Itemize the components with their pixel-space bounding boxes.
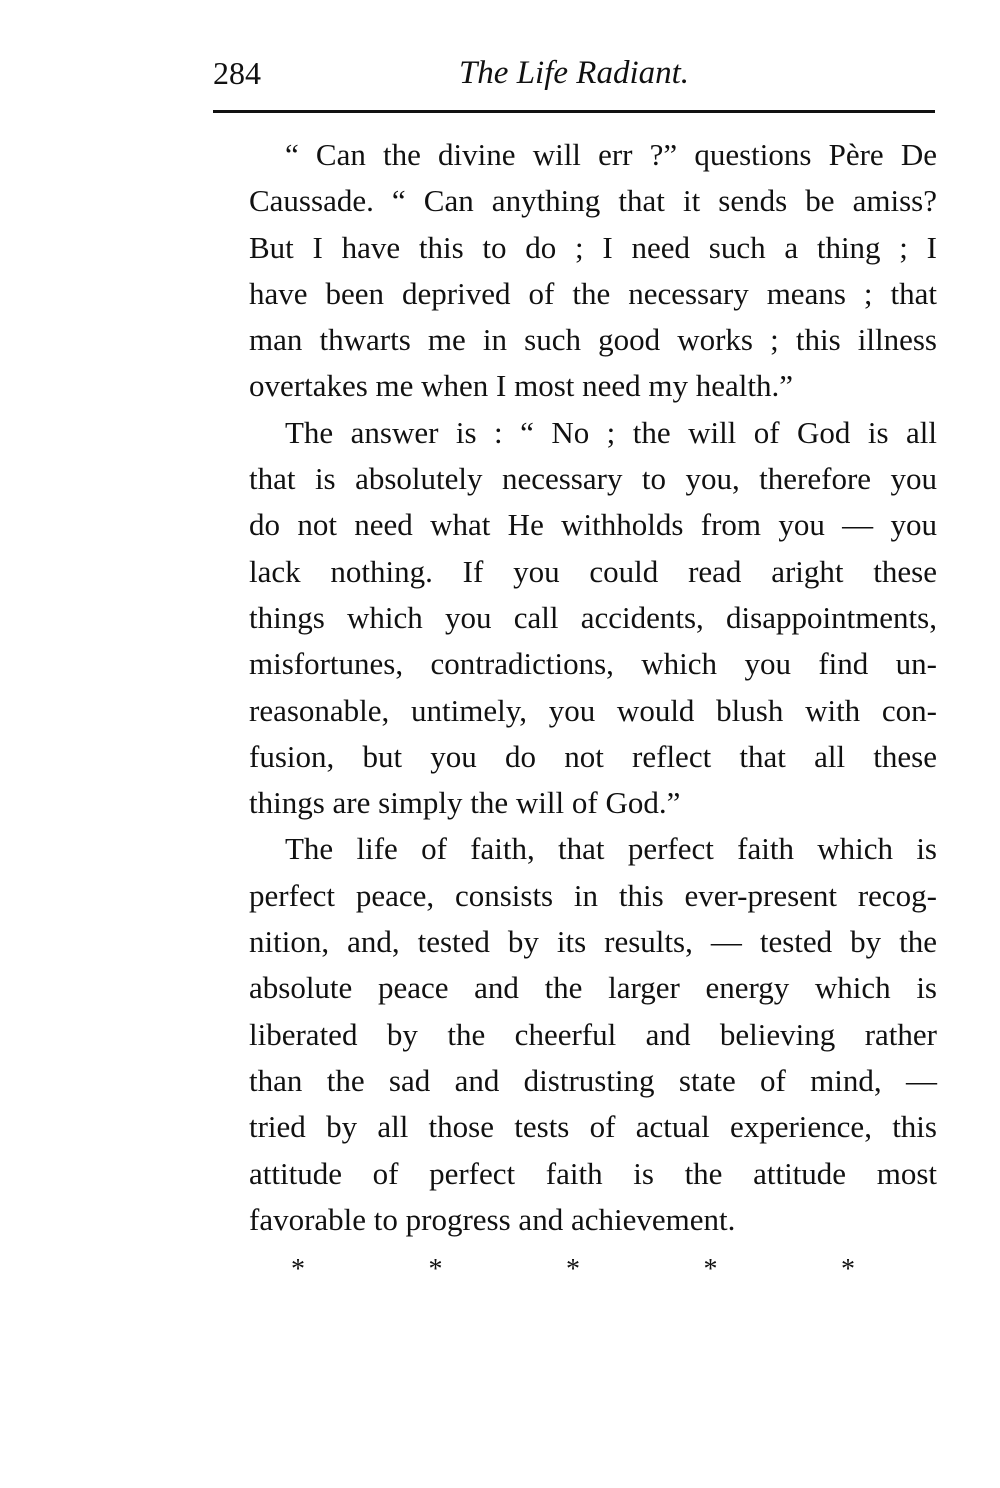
text-line: things are simply the will of God.” [249,785,681,821]
running-title: The Life Radiant. [458,55,690,91]
text-line: tried by all those tests of actual experience, this [249,1109,937,1145]
asterisk-ornament: * [291,1254,305,1285]
page-number: 284 [213,55,261,91]
text-line: things which you call accidents, disappointments, [249,599,937,635]
text-line: attitude of perfect faith is the attitude most [249,1155,937,1191]
paragraph-1 [213,132,937,410]
text-line: overtakes me when I most need my health.” [249,368,794,404]
text-line: nition, and, tested by its results, — tested by the [249,924,937,960]
text-line: liberated by the cheerful and believing rather [249,1016,937,1052]
text-line: The life of faith, that perfect faith which is [285,831,937,867]
text-line: misfortunes, contradictions, which you find un- [249,646,937,682]
asterisk-ornament: * [703,1254,718,1285]
text-line: that is absolutely necessary to you, therefore you [249,461,937,497]
asterisk-ornament: * [566,1254,580,1285]
text-line: The answer is : “ No ; the will of God is all [285,414,937,450]
text-line: than the sad and distrusting state of mind, — [249,1062,937,1098]
text-line: favorable to progress and achievement. [249,1201,736,1237]
text-line: lack nothing. If you could read aright these [249,553,937,589]
section-break [283,1250,863,1290]
asterisk-ornament: * [841,1254,855,1285]
paragraph-3 [213,826,937,1243]
paragraph-2 [213,410,937,827]
header-rule [213,110,935,113]
text-line: absolute peace and the larger energy which is [249,970,937,1006]
text-line: have been deprived of the necessary means ; that [249,275,937,311]
text-line: “ Can the divine will err ?” questions Père De [285,137,937,172]
text-line: do not need what He withholds from you — you [249,507,937,543]
text-line: man thwarts me in such good works ; this illness [249,322,937,358]
text-line: Caussade. “ Can anything that it sends be amiss? [249,183,937,219]
page-header [213,48,935,98]
text-line: But I have this to do ; I need such a thing ; I [249,229,937,265]
body-text [213,132,937,1243]
text-line: reasonable, untimely, you would blush with con- [249,692,937,728]
asterisk-ornament: * [428,1254,443,1285]
text-line: perfect peace, consists in this ever-present recog- [249,877,937,913]
text-line: fusion, but you do not reflect that all these [249,738,937,774]
